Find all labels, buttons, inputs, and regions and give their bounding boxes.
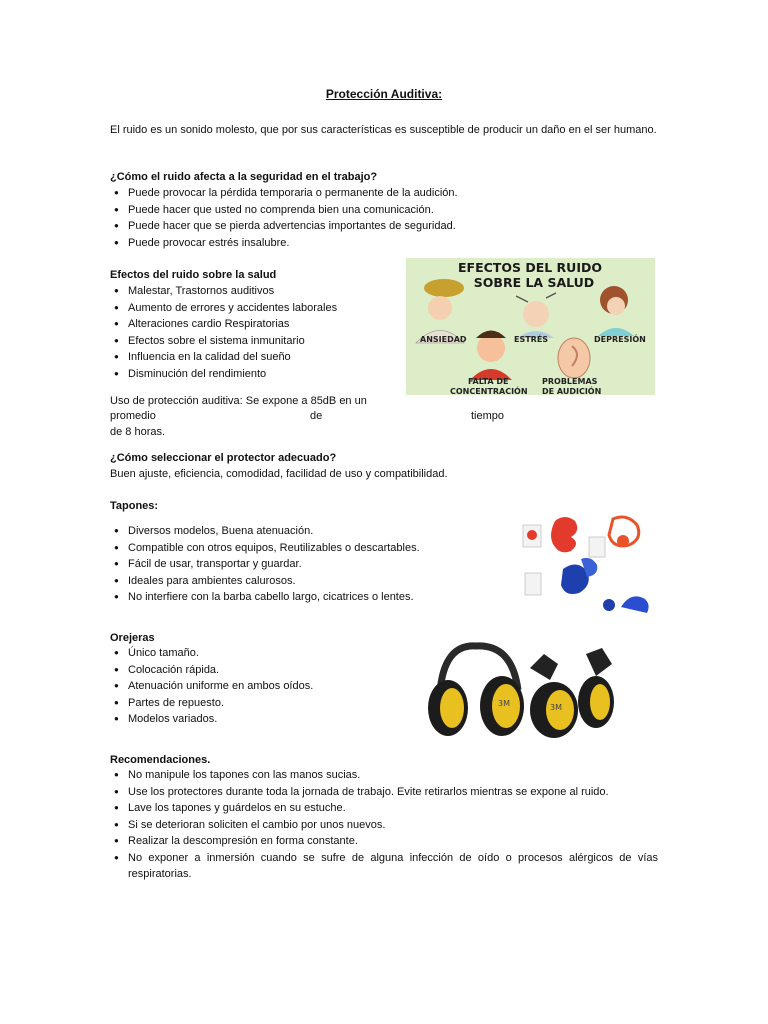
protector-text: Buen ajuste, eficiencia, comodidad, facilidad de uso y compatibilidad.: [110, 468, 448, 480]
intro-paragraph: El ruido es un sonido molesto, que por sus características es susceptible de producir un daño en el ser humano.: [110, 124, 657, 136]
list-item: ● Atenuación uniforme en ambos oídos.: [110, 678, 410, 695]
salud-heading: Efectos del ruido sobre la salud: [110, 269, 277, 281]
list-item: ● Disminución del rendimiento: [110, 366, 400, 383]
list-item: ● Puede provocar estrés insalubre.: [110, 235, 670, 252]
orejeras-image: [426, 640, 620, 740]
uso-line-1: Uso de protección auditiva: Se expone a 85dB en un: [110, 395, 367, 407]
label-ansiedad: ANSIEDAD: [420, 335, 467, 344]
brand-label-2: 3M: [550, 703, 562, 712]
list-item: ● No interfiere con la barba cabello largo, cicatrices o lentes.: [110, 589, 510, 606]
list-item: ● No manipule los tapones con las manos sucias.: [110, 767, 658, 784]
brand-label-1: 3M: [498, 699, 510, 708]
list-item: ● Influencia en la calidad del sueño: [110, 349, 400, 366]
recomendaciones-list: [110, 767, 658, 883]
image-title-2: SOBRE LA SALUD: [473, 275, 595, 290]
image-title-1: EFECTOS DEL RUIDO: [458, 260, 602, 275]
uso-word-promedio: promedio: [110, 410, 156, 422]
label-problemas: PROBLEMAS: [542, 377, 598, 386]
page-title: Protección Auditiva:: [325, 87, 443, 101]
list-item: ● Fácil de usar, transportar y guardar.: [110, 556, 510, 573]
list-item: ● No exponer a inmersión cuando se sufre de alguna infección de oído o procesos alérgicos de vías respiratorias.: [110, 850, 658, 883]
list-item: ● Lave los tapones y guárdelos en su estuche.: [110, 800, 658, 817]
list-item: ● Compatible con otros equipos, Reutilizables o descartables.: [110, 540, 510, 557]
list-item: ● Modelos variados.: [110, 711, 410, 728]
list-item: ● Único tamaño.: [110, 645, 410, 662]
efectos-illustration: [406, 258, 655, 395]
salud-list: [110, 283, 400, 382]
list-item: ● Realizar la descompresión en forma constante.: [110, 833, 658, 850]
list-item: ● Use los protectores durante toda la jornada de trabajo. Evite retirarlos mientras se expone al ruido.: [110, 784, 658, 801]
list-item: ● Puede hacer que usted no comprenda bien una comunicación.: [110, 202, 670, 219]
recomendaciones-heading: Recomendaciones.: [110, 754, 211, 766]
tapones-list: [110, 523, 510, 606]
seguridad-list: [110, 185, 670, 251]
orejeras-heading: Orejeras: [110, 632, 155, 644]
uso-word-tiempo: tiempo: [471, 410, 505, 422]
list-item: ● Diversos modelos, Buena atenuación.: [110, 523, 510, 540]
orejeras-list: [110, 645, 410, 728]
label-de-audicion: DE AUDICIÓN: [542, 387, 602, 395]
uso-word-de: de: [310, 410, 323, 422]
earplugs-illustration: [517, 511, 655, 613]
list-item: ● Ideales para ambientes calurosos.: [110, 573, 510, 590]
label-estres: ESTRÉS: [514, 335, 549, 344]
tapones-heading: Tapones:: [110, 500, 159, 512]
list-item: ● Colocación rápida.: [110, 662, 410, 679]
list-item: ● Efectos sobre el sistema inmunitario: [110, 333, 400, 350]
list-item: ● Si se deterioran soliciten el cambio por unos nuevos.: [110, 817, 658, 834]
uso-line-3: de 8 horas.: [110, 426, 166, 438]
label-depresion: DEPRESIÓN: [594, 335, 646, 344]
list-item: ● Aumento de errores y accidentes laborales: [110, 300, 400, 317]
list-item: ● Puede hacer que se pierda advertencias importantes de seguridad.: [110, 218, 670, 235]
list-item: ● Puede provocar la pérdida temporaria o permanente de la audición.: [110, 185, 670, 202]
label-concentracion: CONCENTRACIÓN: [450, 387, 528, 395]
list-item: ● Malestar, Trastornos auditivos: [110, 283, 400, 300]
earmuffs-illustration: [426, 640, 620, 740]
ear-figure: [558, 338, 590, 378]
label-falta-de: FALTA DE: [468, 377, 509, 386]
seguridad-heading: ¿Cómo el ruido afecta a la seguridad en el trabajo?: [110, 171, 378, 183]
list-item: ● Partes de repuesto.: [110, 695, 410, 712]
list-item: ● Alteraciones cardio Respiratorias: [110, 316, 400, 333]
tapones-image: [517, 511, 655, 613]
protector-heading: ¿Cómo seleccionar el protector adecuado?: [110, 452, 337, 464]
efectos-ruido-image: [406, 258, 655, 395]
